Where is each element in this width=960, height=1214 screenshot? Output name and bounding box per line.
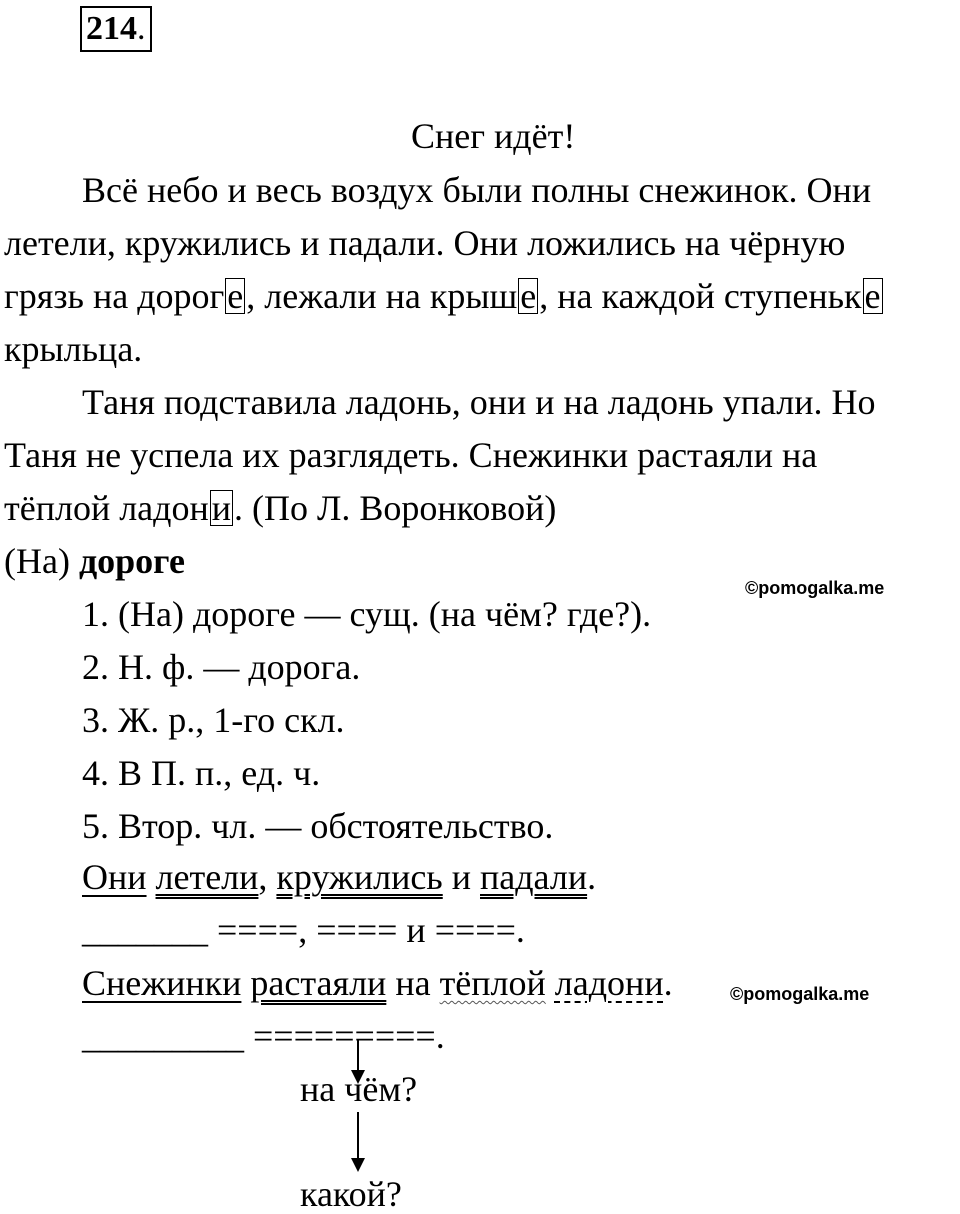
- text-line-1: Всё небо и весь воздух были полны снежинок. Они: [82, 170, 872, 210]
- orthogram-box: е: [864, 276, 881, 316]
- text-line-7: тёплой ладони. (По Л. Воронковой): [4, 488, 557, 528]
- orthogram-box: е: [520, 276, 537, 316]
- predicate: падали: [480, 857, 588, 897]
- parse-sentence-2: Снежинки растаяли на тёплой ладони.: [82, 963, 673, 1003]
- arrow-head: [351, 1158, 365, 1172]
- orthogram-box: е: [227, 276, 244, 316]
- text-line-4: крыльца.: [4, 329, 143, 369]
- text-line-3: грязь на дороге, лежали на крыше, на каждой ступеньке: [4, 276, 881, 316]
- scheme-1: _______ ====, ==== и ====.: [82, 910, 525, 950]
- subject: Они: [82, 857, 147, 897]
- text-title: Снег идёт!: [411, 116, 576, 156]
- scheme-2: _________ =========.: [82, 1016, 445, 1056]
- text-line-6: Таня не успела их разглядеть. Снежинки растаяли на: [4, 435, 818, 475]
- analysis-item-4: 4. В П. п., ед. ч.: [82, 753, 321, 793]
- question-na-chem: на чём?: [300, 1069, 418, 1109]
- watermark: ©pomogalka.me: [730, 984, 870, 1004]
- text-line-2: летели, кружились и падали. Они ложились на чёрную: [4, 223, 846, 263]
- subject: Снежинки: [82, 963, 242, 1003]
- analysis-heading: (На) дороге: [4, 541, 186, 581]
- parse-sentence-1: Они летели, кружились и падали.: [82, 857, 597, 897]
- question-kakoy: какой?: [300, 1174, 402, 1214]
- text-line-5: Таня подставила ладонь, они и на ладонь упали. Но: [82, 382, 876, 422]
- exercise-number: 214.: [80, 6, 152, 52]
- predicate: летели: [155, 857, 259, 897]
- predicate: растаяли: [250, 963, 387, 1003]
- analysis-item-3: 3. Ж. р., 1-го скл.: [82, 700, 345, 740]
- orthogram-box: и: [211, 488, 231, 528]
- attribute: тёплой: [439, 963, 546, 1003]
- analysis-item-1: 1. (На) дороге — сущ. (на чём? где?).: [82, 594, 652, 634]
- predicate: кружились: [276, 857, 443, 897]
- analysis-item-5: 5. Втор. чл. — обстоятельство.: [82, 806, 554, 846]
- analysis-item-2: 2. Н. ф. — дорога.: [82, 647, 361, 687]
- watermark: ©pomogalka.me: [745, 578, 885, 598]
- adverbial: ладони: [554, 963, 664, 1003]
